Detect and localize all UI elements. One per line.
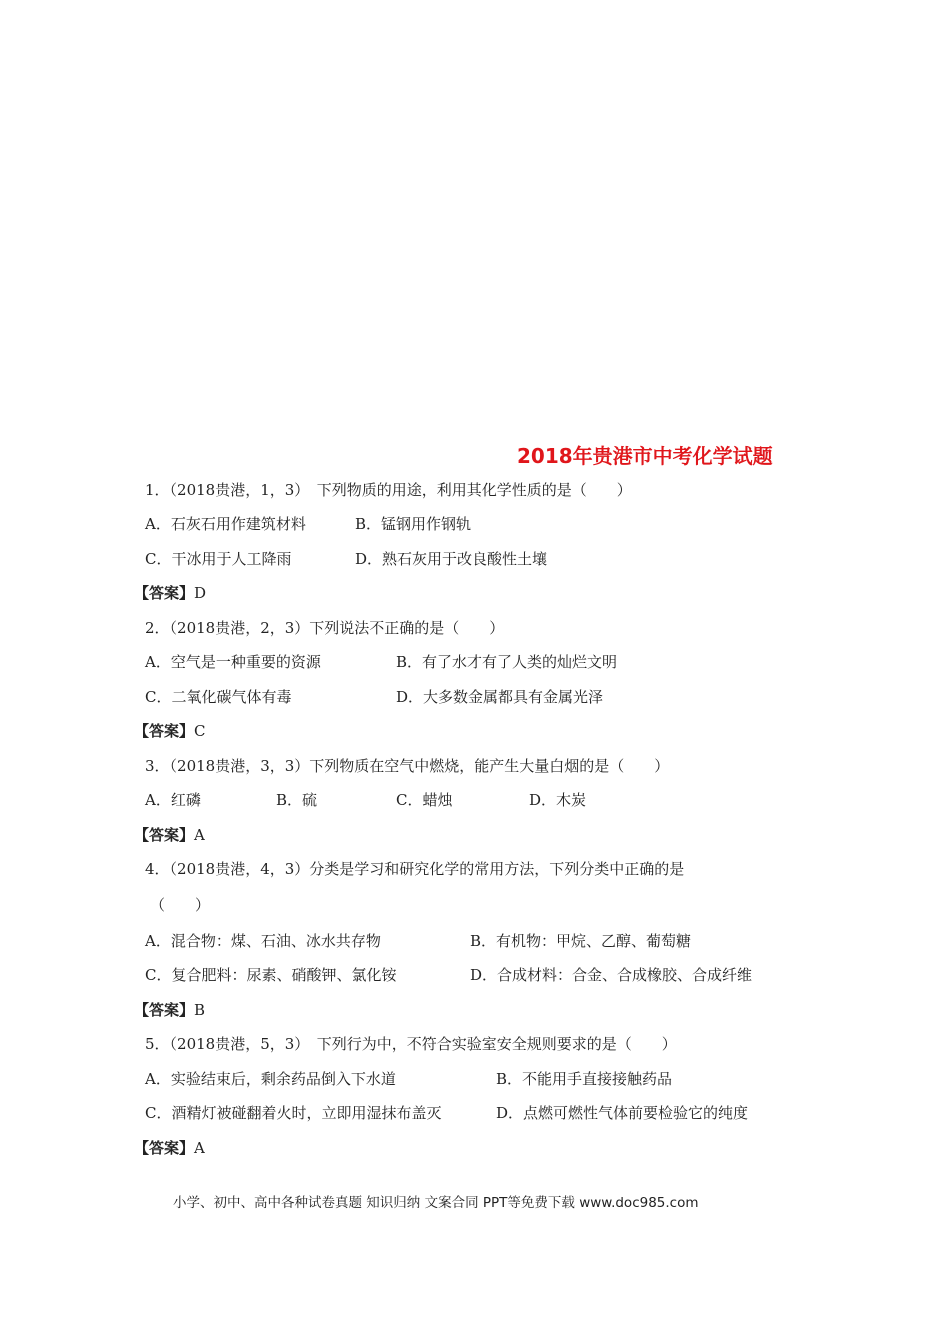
question-2-option-c: C．二氧化碳气体有毒: [145, 688, 292, 706]
question-4-stem: 4．（2018贵港，4，3）分类是学习和研究化学的常用方法，下列分类中正确的是: [145, 860, 685, 878]
answer-value: C: [194, 722, 206, 740]
question-5-stem: 5．（2018贵港，5，3） 下列行为中，不符合实验室安全规则要求的是（ ）: [145, 1035, 677, 1053]
question-1-option-b: B．锰钢用作钢轨: [355, 515, 472, 533]
question-2-answer: [134, 721, 206, 741]
question-3-stem: 3．（2018贵港，3，3）下列物质在空气中燃烧，能产生大量白烟的是（ ）: [145, 757, 670, 775]
question-1-answer: [134, 583, 206, 603]
question-5-option-b: B．不能用手直接接触药品: [496, 1070, 673, 1088]
question-1-option-a: A．石灰石用作建筑材料: [145, 515, 306, 533]
answer-value: D: [194, 584, 207, 602]
question-2-stem: 2．（2018贵港，2，3）下列说法不正确的是（ ）: [145, 619, 505, 637]
answer-value: B: [194, 1001, 206, 1019]
question-4-option-b: B．有机物：甲烷、乙醇、葡萄糖: [470, 932, 692, 950]
question-2-option-b: B．有了水才有了人类的灿烂文明: [396, 653, 618, 671]
question-4-answer: [134, 1000, 205, 1020]
question-4-option-c: C．复合肥料：尿素、硝酸钾、氯化铵: [145, 966, 397, 984]
question-1-stem: 1．（2018贵港，1，3） 下列物质的用途，利用其化学性质的是（ ）: [145, 481, 632, 499]
answer-label: 【答案】: [134, 584, 195, 602]
question-4-option-a: A．混合物：煤、石油、冰水共存物: [145, 932, 381, 950]
answer-value: A: [194, 1139, 205, 1157]
document-title: 2018年贵港市中考化学试题: [517, 444, 773, 468]
answer-label: 【答案】: [134, 1001, 195, 1019]
question-2-option-a: A．空气是一种重要的资源: [145, 653, 321, 671]
question-5-option-d: D．点燃可燃性气体前要检验它的纯度: [496, 1104, 749, 1122]
page-footer: 小学、初中、高中各种试卷真题 知识归纳 文案合同 PPT等免费下载 www.doc985.com: [173, 1195, 699, 1211]
question-5-option-c: C．酒精灯被碰翻着火时，立即用湿抹布盖灭: [145, 1104, 442, 1122]
question-3-answer: [134, 825, 205, 845]
question-1-option-d: D．熟石灰用于改良酸性土壤: [355, 550, 548, 568]
question-3-option-d: D．木炭: [529, 791, 587, 809]
question-3-option-a: A．红磷: [145, 791, 201, 809]
answer-label: 【答案】: [134, 826, 195, 844]
question-3-option-c: C．蜡烛: [396, 791, 453, 809]
question-4-option-d: D．合成材料：合金、合成橡胶、合成纤维: [470, 966, 753, 984]
answer-value: A: [194, 826, 205, 844]
question-4-stem-continued: （ ）: [150, 896, 211, 914]
question-5-answer: [134, 1138, 205, 1158]
question-1-option-c: C．干冰用于人工降雨: [145, 550, 292, 568]
question-3-option-b: B．硫: [276, 791, 318, 809]
answer-label: 【答案】: [134, 1139, 195, 1157]
question-2-option-d: D．大多数金属都具有金属光泽: [396, 688, 604, 706]
question-5-option-a: A．实验结束后，剩余药品倒入下水道: [145, 1070, 396, 1088]
answer-label: 【答案】: [134, 722, 195, 740]
